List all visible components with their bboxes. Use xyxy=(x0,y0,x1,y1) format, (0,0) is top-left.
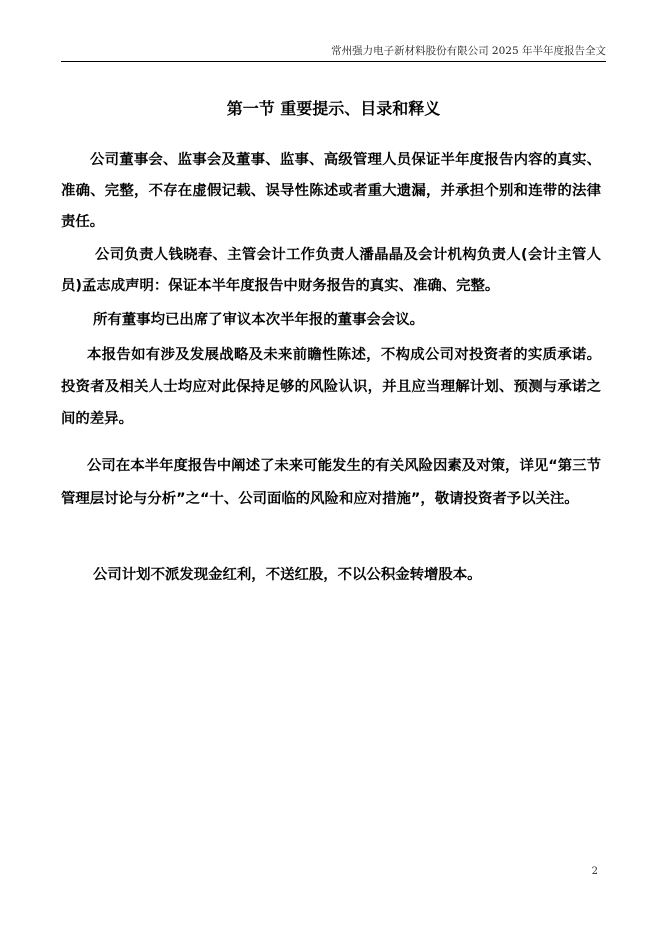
paragraph-board-guarantee: 公司董事会、监事会及董事、监事、高级管理人员保证半年度报告内容的真实、准确、完整，不存在虚假记载、误导性陈述或者重大遗漏，并承担个别和连带的法律责任。 xyxy=(61,152,601,230)
section-title: 第一节 重要提示、目录和释义 xyxy=(226,99,441,118)
paragraph-dividend-plan: 公司计划不派发现金红利，不送红股，不以公积金转增股本。 xyxy=(93,567,482,583)
running-header: 常州强力电子新材料股份有限公司 2025 年半年度报告全文 xyxy=(331,45,606,57)
paragraph-forward-looking-statement: 本报告如有涉及发展战略及未来前瞻性陈述，不构成公司对投资者的实质承诺。投资者及相关人士均应对此保持足够的风险认识，并且应当理解计划、预测与承诺之间的差异。 xyxy=(61,347,601,427)
paragraph-directors-attendance: 所有董事均已出席了审议本次半年报的董事会会议。 xyxy=(93,312,424,328)
header-divider xyxy=(61,61,606,62)
page-number: 2 xyxy=(591,866,598,877)
paragraph-risk-factors: 公司在本半年度报告中阐述了未来可能发生的有关风险因素及对策，详见“第三节管理层讨论与分析”之“十、公司面临的风险和应对措施”，敬请投资者予以关注。 xyxy=(61,458,601,507)
paragraph-responsible-persons-statement: 公司负责人钱晓春、主管会计工作负责人潘晶晶及会计机构负责人(会计主管人员)孟志成声明：保证本半年度报告中财务报告的真实、准确、完整。 xyxy=(61,247,601,294)
